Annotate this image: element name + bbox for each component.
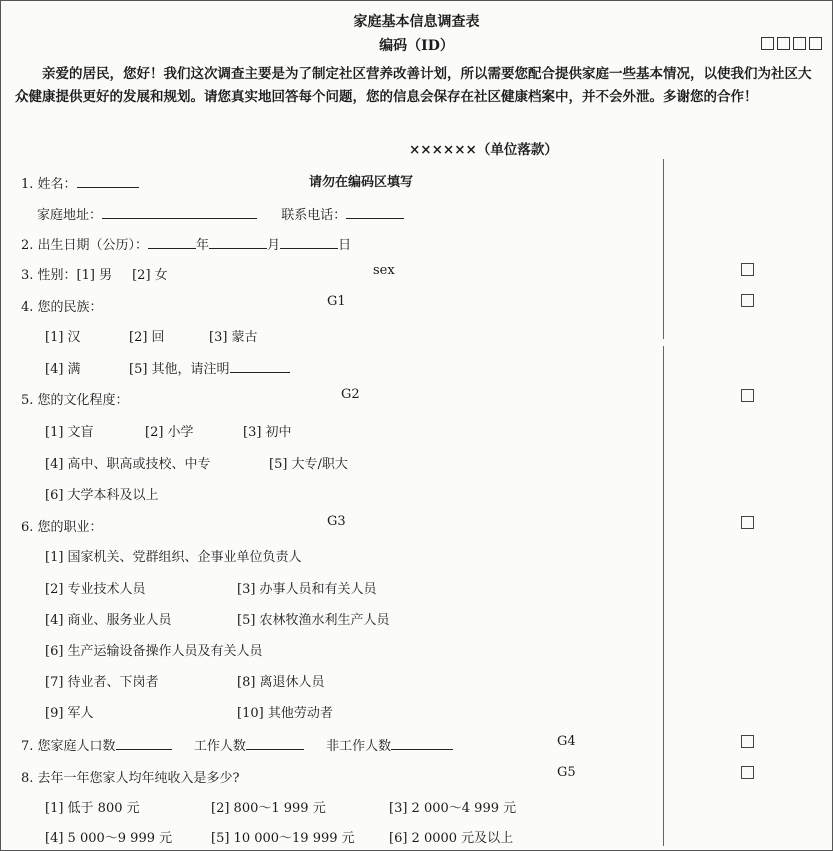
id-label: 编码（ID） [379,38,454,54]
q6-option-7[interactable]: [7] 待业者、下岗者 [45,675,159,690]
q5-option-5[interactable]: [5] 大专/职大 [269,457,348,472]
phone-label: 联系电话： [281,208,347,223]
q6-option-4[interactable]: [4] 商业、服务业人员 [45,613,172,628]
q7-code-box[interactable] [741,735,754,748]
intro-paragraph [15,63,821,109]
year-unit: 年 [196,238,210,253]
q8-option-4[interactable]: [4] 5 000～9 999 元 [45,831,173,846]
q6-option-2[interactable]: [2] 专业技术人员 [45,582,146,597]
intro-text: 亲爱的居民，您好！我们这次调查主要是为了制定社区营养改善计划，所以需要您配合提供家庭一些基本情况，以使我们为社区大众健康提供更好的发展和规划。请您真实地回答每个问题，您的信息会保存在社区健康档案中，并不会外泄。多谢您的合作！ [15,66,812,105]
phone-field[interactable] [346,205,404,219]
address-label: 家庭地址： [37,208,103,223]
month-unit: 月 [267,238,281,253]
coding-column-divider-lower [663,346,664,846]
q8-option-5[interactable]: [5] 10 000～19 999 元 [211,831,355,846]
q6-label: 6. 您的职业： [21,520,103,535]
q1-address-row [37,204,404,223]
q5-label: 5. 您的文化程度： [21,393,129,408]
q4-option-2[interactable]: [2] 回 [129,330,165,345]
working-label: 工作人数 [193,739,246,754]
q8-label: 8. 去年一年您家人均年纯收入是多少? [21,771,240,786]
q4-label: 4. 您的民族： [21,300,103,315]
nonworking-label: 非工作人数 [326,739,392,754]
q4-option-5-row [129,358,290,377]
q5-option-2[interactable]: [2] 小学 [145,425,194,440]
gender-male-option[interactable]: [1] 男 [76,268,113,283]
nonworking-count-field[interactable] [391,736,453,750]
birth-month-field[interactable] [209,235,267,249]
day-unit: 日 [338,238,352,253]
q8-option-6[interactable]: [6] 2 0000 元及以上 [389,831,514,846]
q7-label: 7. 您家庭人口数 [21,739,116,754]
ethnicity-other-field[interactable] [230,359,290,373]
q5-code-box[interactable] [741,389,754,402]
q4-option-3[interactable]: [3] 蒙古 [209,330,258,345]
q5-option-6[interactable]: [6] 大学本科及以上 [45,488,159,503]
id-box-4[interactable] [809,37,822,50]
q8-option-2[interactable]: [2] 800～1 999 元 [211,801,326,816]
id-box-2[interactable] [777,37,790,50]
name-field[interactable] [77,174,139,188]
q6-option-9[interactable]: [9] 军人 [45,706,94,721]
birth-year-field[interactable] [148,235,196,249]
form-title: 家庭基本信息调查表 [353,14,480,30]
q8-option-3[interactable]: [3] 2 000～4 999 元 [389,801,517,816]
q6-option-10[interactable]: [10] 其他劳动者 [237,706,333,721]
q5-code: G2 [341,387,360,402]
q8-code: G5 [557,765,576,780]
household-size-field[interactable] [116,736,172,750]
birth-day-field[interactable] [280,235,338,249]
q3-code-box[interactable] [741,263,754,276]
q5-option-1[interactable]: [1] 文盲 [45,425,94,440]
q3-gender-row [21,264,168,283]
q6-option-5[interactable]: [5] 农林牧渔水利生产人员 [237,613,390,628]
q7-household-row [21,735,453,754]
q6-code: G3 [327,514,346,529]
gender-female-option[interactable]: [2] 女 [132,268,168,283]
q8-code-box[interactable] [741,766,754,779]
q2-birthdate-row [21,234,351,253]
id-code-boxes[interactable] [761,37,822,50]
id-box-3[interactable] [793,37,806,50]
q4-option-4[interactable]: [4] 满 [45,362,81,377]
q3-code: sex [373,263,395,278]
q6-option-3[interactable]: [3] 办事人员和有关人员 [237,582,377,597]
q1-name-row [21,173,139,192]
q8-option-1[interactable]: [1] 低于 800 元 [45,801,140,816]
address-field[interactable] [102,205,257,219]
unit-signature: ××××××（单位落款） [409,142,558,158]
q7-code: G4 [557,734,576,749]
q3-label: 3. 性别： [21,268,77,283]
coding-column-divider [663,159,664,339]
q4-option-1[interactable]: [1] 汉 [45,330,81,345]
q5-option-4[interactable]: [4] 高中、职高或技校、中专 [45,457,211,472]
working-count-field[interactable] [246,736,304,750]
q6-option-8[interactable]: [8] 离退休人员 [237,675,325,690]
q4-code: G1 [327,294,346,309]
coding-note: 请勿在编码区填写 [309,175,414,190]
q4-option-5[interactable]: [5] 其他，请注明 [129,362,230,377]
q6-option-6[interactable]: [6] 生产运输设备操作人员及有关人员 [45,644,263,659]
q5-option-3[interactable]: [3] 初中 [243,425,292,440]
q4-code-box[interactable] [741,294,754,307]
q2-label: 2. 出生日期（公历）： [21,238,149,253]
q1-label: 1. 姓名： [21,177,77,192]
q6-option-1[interactable]: [1] 国家机关、党群组织、企事业单位负责人 [45,550,302,565]
q6-code-box[interactable] [741,516,754,529]
id-box-1[interactable] [761,37,774,50]
